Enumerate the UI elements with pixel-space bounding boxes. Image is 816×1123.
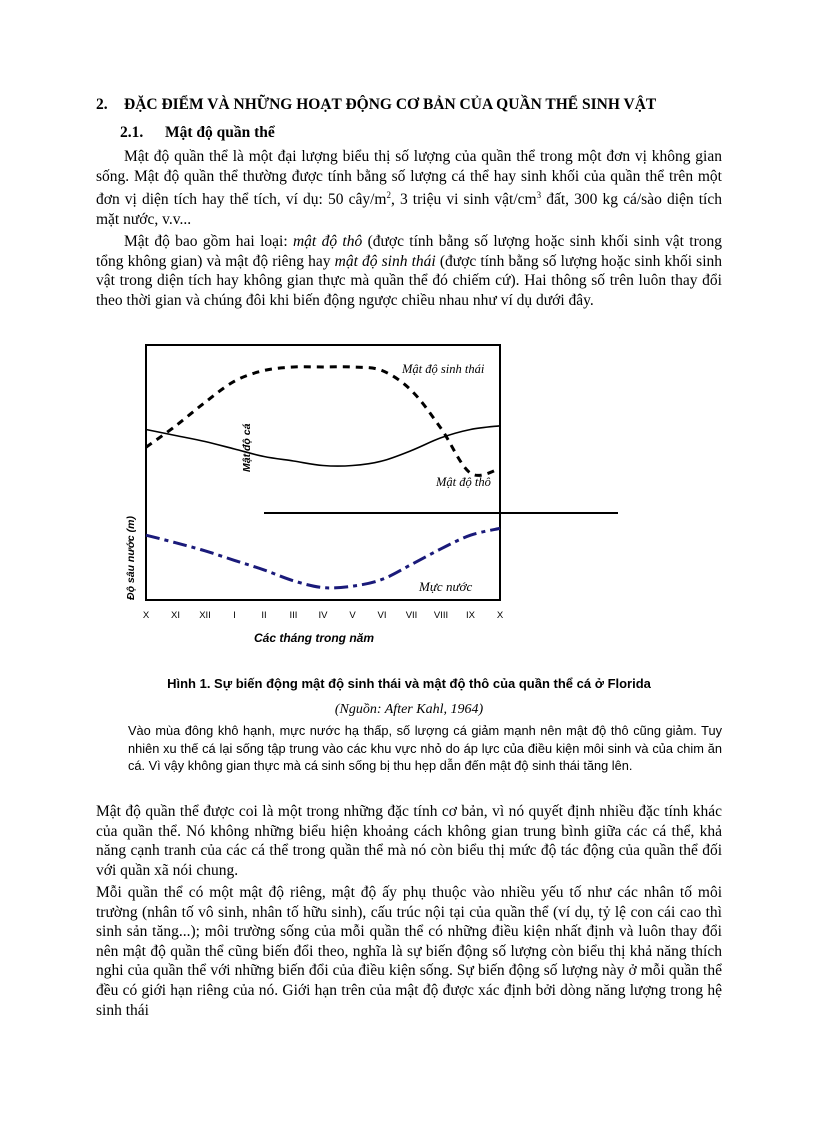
term-mat-do-tho: mật độ thô — [292, 233, 363, 250]
x-tick-label: X — [496, 610, 504, 621]
series-mat-do-tho-line — [146, 426, 500, 466]
x-tick-label: XII — [199, 610, 211, 621]
x-tick-label: IV — [318, 610, 328, 621]
x-tick-label: II — [261, 610, 267, 621]
x-axis-label: Các tháng trong năm — [254, 631, 375, 645]
x-tick-label: VI — [377, 610, 387, 621]
superscript-cm3: 3 — [536, 190, 542, 201]
figure-source: (Nguồn: After Kahl, 1964) — [334, 702, 484, 717]
section-heading — [96, 96, 656, 114]
paragraph-2-text-a: Mật độ bao gồm hai loại: — [124, 233, 293, 250]
section-title: ĐẶC ĐIỂM VÀ NHỮNG HOẠT ĐỘNG CƠ BẢN CỦA QUẦN THỂ SINH VẬT — [124, 96, 657, 113]
plot-frame — [146, 345, 500, 600]
label-muc-nuoc: Mực nước — [419, 579, 473, 594]
term-mat-do-sinh-thai: mật độ sinh thái — [334, 252, 436, 270]
subsection-number: 2.1. — [120, 124, 144, 141]
section-number: 2. — [96, 96, 108, 113]
label-mat-do-sinh-thai: Mật độ sinh thái — [402, 362, 485, 376]
figure-caption: Hình 1. Sự biến động mật độ sinh thái và mật độ thô của quần thể cá ở Florida — [167, 676, 651, 691]
x-tick-label: X — [142, 610, 150, 621]
x-tick-label: V — [349, 610, 356, 621]
x-tick-label: VIII — [433, 610, 449, 621]
paragraph-2-text-b: (được tính bằng số lượng hoặc sinh khối sinh vật trong tổng không gian) và mật độ riêng hay — [96, 233, 722, 270]
subsection-heading — [120, 124, 275, 142]
density-chart — [125, 335, 638, 655]
x-tick-label: IX — [466, 610, 475, 621]
label-mat-do-tho: Mật độ thô — [436, 475, 491, 489]
subsection-title: Mật độ quần thể — [165, 124, 275, 141]
paragraph-1-text-c: đất, 300 kg cá/sào diện tích mặt nước, v.v... — [96, 191, 722, 228]
x-tick-label: I — [233, 610, 236, 621]
series-mat-do-sinh-thai-line — [146, 367, 500, 476]
figure-note: Vào mùa đông khô hạnh, mực nước hạ thấp, số lượng cá giảm mạnh nên mật độ thô cũng giảm. Tuy nhiên xu thế cá lại sống tập trung vào các khu vực nhỏ do áp lực của điều kiện môi sinh và của chim ăn cá. Vì vậy không gian thực mà cá sinh sống bị thu hẹp dẫn đến mật độ sinh thái tăng lên. — [128, 723, 722, 774]
paragraph-2-text-c: (được tính bằng số lượng hoặc sinh khối sinh vật trong diện tích hay không gian thực mà quần thể đó chiếm cứ). Hai thông số trên luôn thay đổi theo thời gian và chúng đôi khi biến động ngược chiều nhau như ví dụ dưới đây. — [96, 252, 723, 309]
paragraph-1-text-a: Mật độ quần thể là một đại lượng biểu thị số lượng của quần thể trong một đơn vị không gian sống. Mật độ quần thể thường được tính bằng số lượng cá thể hay sinh khối của quần thể trên một đơn vị diện tích hay thể tích, ví dụ: 50 cây/m — [96, 148, 722, 209]
y-axis-label-depth: Độ sâu nước (m) — [125, 516, 137, 600]
x-tick-labels — [143, 610, 504, 621]
paragraph-3: Mật độ quần thể được coi là một trong những đặc tính cơ bản, vì nó quyết định nhiều đặc tính khác của quần thể. Nó không những biểu hiện khoảng cách không gian trung bình giữa các cá thể, khả năng cạnh tranh của các cá thể trong quần thể mà nó còn biểu thị mức độ tác động của quần thể đối với quần xã nói chung. — [96, 803, 722, 879]
paragraph-2 — [96, 232, 722, 310]
x-tick-label: VII — [405, 610, 418, 621]
y-axis-label-density: Mật độ cá — [241, 423, 253, 472]
superscript-m2: 2 — [386, 190, 391, 201]
paragraph-1-text-b: , 3 triệu vi sinh vật/cm — [390, 191, 537, 209]
x-tick-label: XI — [171, 610, 180, 621]
paragraph-1 — [96, 147, 722, 230]
x-tick-label: III — [289, 610, 298, 621]
paragraph-4: Mỗi quần thể có một mật độ riêng, mật độ ấy phụ thuộc vào nhiều yếu tố như các nhân tố môi trường (nhân tố vô sinh, nhân tố hữu sinh), cấu trúc nội tại của quần thể (ví dụ, tỷ lệ con cái cao thì sinh sản tăng...); môi trường sống của mỗi quần thể có những điều kiện nhất định và luôn thay đổi nên mật độ quần thể cũng biến đổi theo, nghĩa là sự biến động số lượng còn biểu thị khả năng thích nghi của quần thể với những biến đổi của điều kiện sống. Sự biến động số lượng này ở mỗi quần thể đều có giới hạn riêng của nó. Giới hạn trên của mật độ được xác định bởi dòng năng lượng trong hệ sinh thái — [96, 884, 722, 1019]
